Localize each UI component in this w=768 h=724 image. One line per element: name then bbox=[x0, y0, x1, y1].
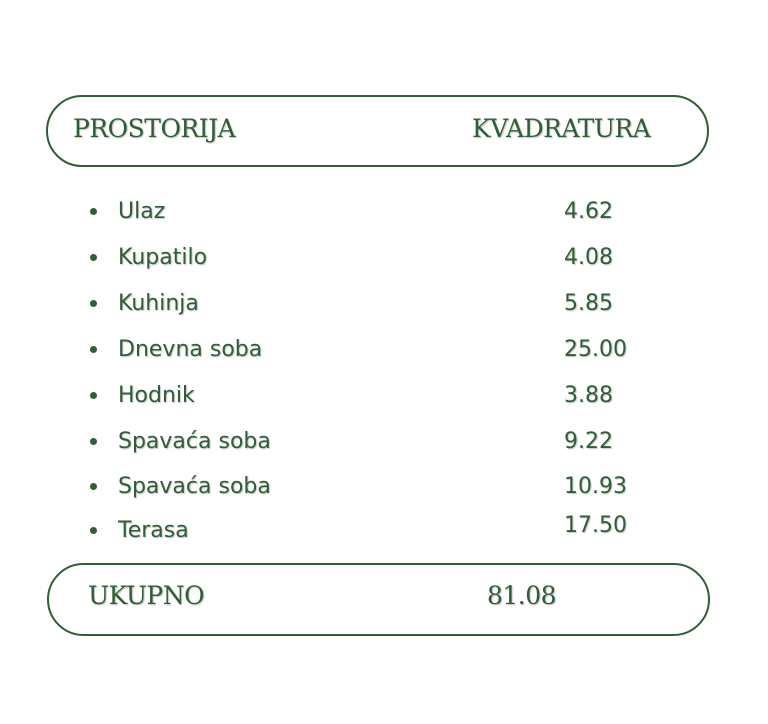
header-room-label: PROSTORIJA bbox=[73, 114, 236, 143]
room-name: Ulaz bbox=[118, 199, 166, 224]
room-area: 9.22 bbox=[564, 429, 613, 454]
room-name: Spavaća soba bbox=[118, 429, 271, 454]
list-item bbox=[0, 335, 768, 365]
list-item bbox=[0, 243, 768, 273]
list-item bbox=[0, 197, 768, 227]
list-item bbox=[0, 427, 768, 457]
bullet-icon bbox=[90, 208, 97, 215]
list-item bbox=[0, 513, 768, 546]
list-item bbox=[0, 381, 768, 411]
room-name: Hodnik bbox=[118, 383, 195, 408]
room-area: 3.88 bbox=[564, 383, 613, 408]
room-area: 10.93 bbox=[564, 474, 627, 499]
list-item bbox=[0, 472, 768, 502]
room-name: Dnevna soba bbox=[118, 337, 263, 362]
room-name: Spavaća soba bbox=[118, 474, 271, 499]
total-label: UKUPNO bbox=[88, 581, 205, 610]
room-area: 5.85 bbox=[564, 291, 613, 316]
room-area: 25.00 bbox=[564, 337, 627, 362]
bullet-icon bbox=[90, 300, 97, 307]
bullet-icon bbox=[90, 392, 97, 399]
room-area: 4.62 bbox=[564, 199, 613, 224]
bullet-icon bbox=[90, 254, 97, 261]
list-item bbox=[0, 289, 768, 319]
room-name: Terasa bbox=[118, 518, 189, 543]
room-area: 17.50 bbox=[564, 513, 627, 538]
bullet-icon bbox=[90, 527, 97, 534]
bullet-icon bbox=[90, 483, 97, 490]
bullet-icon bbox=[90, 438, 97, 445]
bullet-icon bbox=[90, 346, 97, 353]
room-name: Kupatilo bbox=[118, 245, 208, 270]
room-name: Kuhinja bbox=[118, 291, 199, 316]
total-value: 81.08 bbox=[487, 581, 557, 610]
room-area: 4.08 bbox=[564, 245, 613, 270]
header-area-label: KVADRATURA bbox=[472, 114, 651, 143]
